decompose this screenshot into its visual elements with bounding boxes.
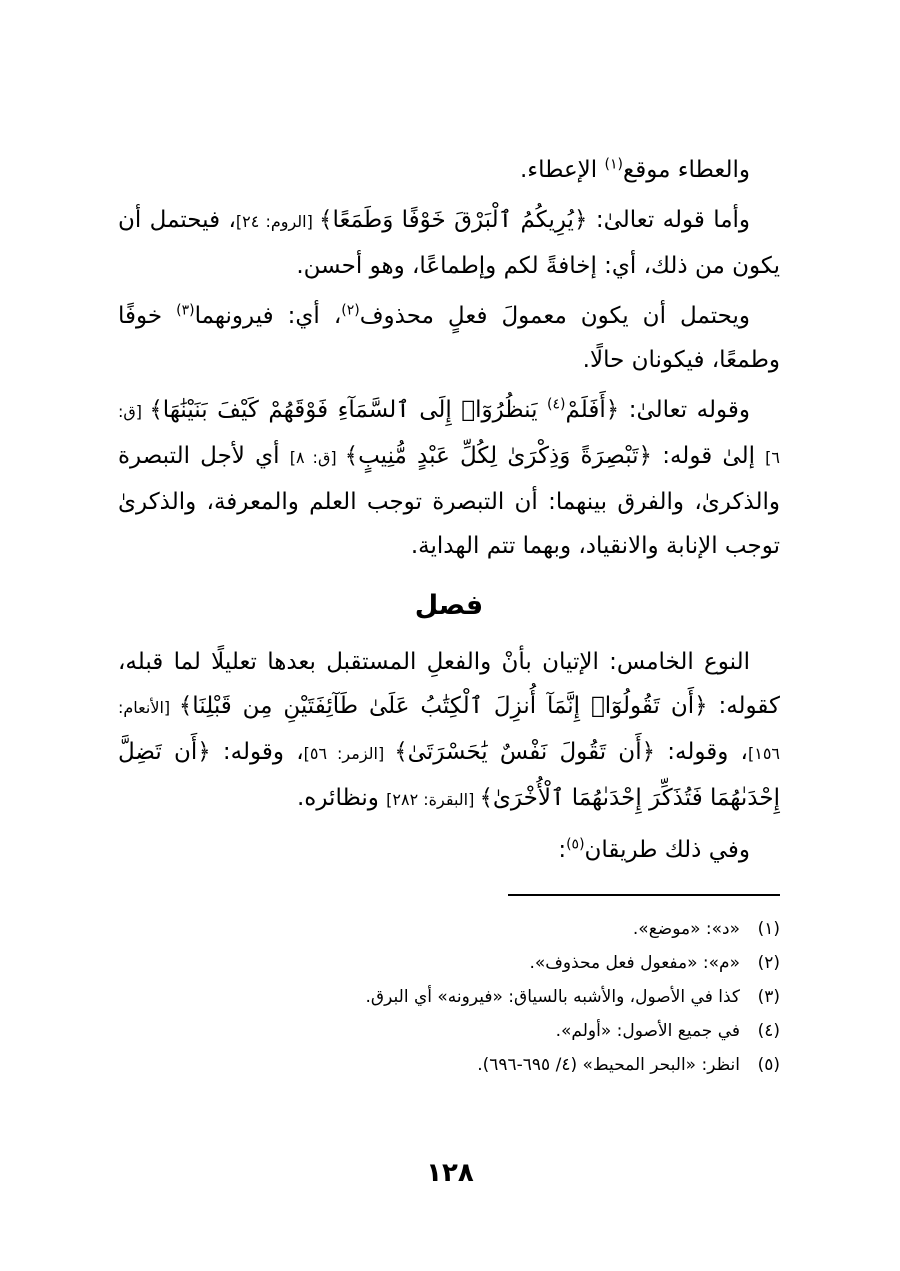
- verse-citation: [الروم: ٢٤]: [235, 212, 320, 231]
- verse-citation: [ق: ٨]: [289, 448, 345, 467]
- footnote-ref: (٣): [176, 302, 195, 319]
- paragraph-text: ، أي: فيرونهما: [194, 303, 342, 329]
- section-heading: فصل: [414, 590, 484, 621]
- verse-citation: [البقرة: ٢٨٢]: [386, 790, 480, 809]
- paragraph: [118, 828, 780, 872]
- paragraph-text: ويحتمل أن يكون معمولَ فعلٍ محذوف: [359, 303, 750, 329]
- footnote-ref: (١): [604, 156, 623, 173]
- paragraph: [118, 388, 780, 568]
- footnote-number: (٥): [757, 1055, 780, 1075]
- footnote-text: في جميع الأصول: «أولم».: [555, 1021, 740, 1041]
- paragraph-text: خوفًا وطمعًا، فيكونان حالًا.: [118, 303, 780, 373]
- footnote-number: (٤): [757, 1021, 780, 1041]
- paragraph: [118, 148, 780, 192]
- paragraph-text: الإعطاء.: [519, 157, 605, 183]
- footnote-item: [118, 1014, 780, 1048]
- footnote-ref: (٤): [547, 396, 566, 413]
- footnote-text: «د»: «موضع».: [632, 919, 740, 939]
- footnote-item: [118, 912, 780, 946]
- footnote-text: «م»: «مفعول فعل محذوف».: [529, 953, 740, 973]
- main-text-block-2: [118, 640, 780, 872]
- verse-citation: [الزمر: ٥٦]: [303, 744, 395, 763]
- paragraph-text: أي لأجل التبصرة والذكرىٰ، والفرق بينهما: أن التبصرة توجب العلم والمعرفة، والذكرىٰ توجب الإنابة والانقياد، وبهما تتم الهداية.: [118, 443, 780, 559]
- verse-citation: [ق: ٦]: [118, 402, 781, 467]
- paragraph-text: ، وقوله: ﴿أَن تَضِلَّ إِحْدَىٰهُمَا فَتُذَكِّرَ إِحْدَىٰهُمَا ٱلْأُخْرَىٰ﴾: [118, 739, 780, 811]
- footnote-ref: (٥): [566, 836, 585, 853]
- paragraph: [118, 294, 780, 382]
- paragraph-text: وأما قوله تعالىٰ:: [587, 207, 751, 233]
- paragraph-text: وقوله تعالىٰ: ﴿أَفَلَمْ: [565, 397, 750, 423]
- footnote-number: (١): [757, 919, 780, 939]
- paragraph-text: ونظائره.: [297, 785, 387, 811]
- verse-citation: [الأنعام: ١٥٦]: [118, 698, 780, 763]
- paragraph-text: إلىٰ قوله: ﴿تَبْصِرَةً وَذِكْرَىٰ لِكُلِّ عَبْدٍ مُّنِيبٍ﴾: [344, 443, 766, 469]
- paragraph-text: النوع الخامس: الإتيان بأنْ والفعلِ المستقبل بعدها تعليلًا لما قبله، كقوله: ﴿أَن تَقُولُوٓا۟ إِنَّمَآ أُنزِلَ ٱلْكِتَٰبُ عَلَىٰ طَآئِفَتَيْنِ مِن قَبْلِنَا﴾: [118, 649, 780, 719]
- footnote-number: (٣): [757, 987, 780, 1007]
- footnote-text: انظر: «البحر المحيط» (٤/ ٦٩٥-٦٩٦).: [477, 1055, 740, 1075]
- paragraph: [118, 640, 780, 822]
- main-text-block: [118, 148, 780, 568]
- page-number: ١٢٨: [426, 1158, 474, 1188]
- footnote-item: [118, 946, 780, 980]
- paragraph-text: ، وقوله: ﴿أَن تَقُولَ نَفْسٌ يَٰحَسْرَتَىٰ﴾: [394, 739, 748, 765]
- paragraph-text: :: [558, 837, 567, 863]
- paragraph-text: يَنظُرُوٓا۟ إِلَى ٱلسَّمَآءِ فَوْقَهُمْ كَيْفَ بَنَيْنَٰهَا﴾: [149, 397, 547, 423]
- paragraph: [118, 198, 780, 288]
- footnotes: [118, 912, 780, 1082]
- paragraph-text: ، فيحتمل أن يكون من ذلك، أي: إخافةً لكم وإطماعًا، وهو أحسن.: [118, 207, 780, 279]
- footnote-ref: (٢): [341, 302, 360, 319]
- paragraph-text: ﴿يُرِيكُمُ ٱلْبَرْقَ خَوْفًا وَطَمَعًا﴾: [319, 207, 588, 233]
- footnote-divider: [508, 894, 780, 896]
- footnote-text: كذا في الأصول، والأشبه بالسياق: «فيرونه» أي البرق.: [365, 987, 740, 1007]
- footnote-item: [118, 1048, 780, 1082]
- footnote-item: [118, 980, 780, 1014]
- page-body: [118, 148, 780, 1082]
- footnote-number: (٢): [757, 953, 780, 973]
- paragraph-text: والعطاء موقع: [622, 157, 750, 183]
- paragraph-text: وفي ذلك طريقان: [584, 837, 750, 863]
